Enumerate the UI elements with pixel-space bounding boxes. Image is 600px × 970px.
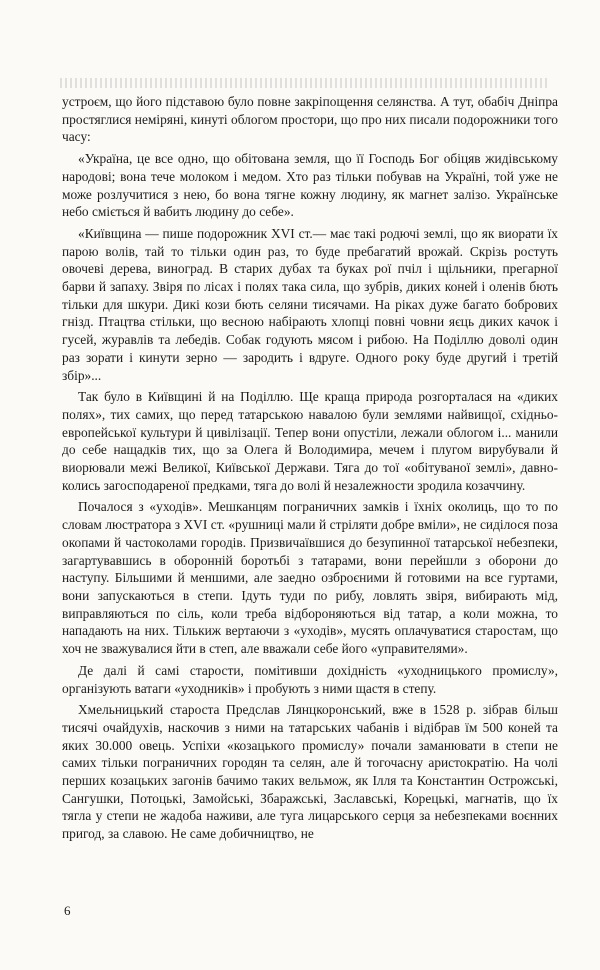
paragraph-quote: «Київщина — пише подорожник XVI ст.— має такі родючі землі, що як виорати їх парою волів, тай то тільки один раз, то буде пребагатий врожай. Скрізь ростуть овочеві дерева, виноград. В старих дубах та буках рої пчіл і щільники, прегарної барви й запаху. Звіря по лісах і полях така сила, що зубрів, диких коней і оленів бють тільки для шкури. Дикі кози бють селяни тисячами. На ріках дуже багато бобрових гнізд. Птацтва стільки, що весною набірають хлопці повні човни яєць диких качок і гусей, журавлів та лебедів. Собак годують мясом і рибою. На Поділлю доволі один раз зорати і кинути зерно — зародить і вдруге. Одного року буде другий і третій збір»... <box>62 225 558 383</box>
paragraph: устроєм, що його підставою було повне закріпощення селянства. А тут, обабіч Дніпра простяглися неміряні, кинуті облогом простори, що про них писали подорожники того часу: <box>62 94 558 145</box>
page-number: 6 <box>64 903 71 918</box>
body-text <box>62 93 558 847</box>
scan-noise <box>60 78 550 88</box>
paragraph: Почалося з «уходів». Мешканцям пограничних замків і їхніх околиць, що то по словам люстратора з XVI ст. «рушниці мали й стріляти добре вміли», не сиділося поза окопами й частоколами городів. Призвичаївшися до безупинної татарської небезпеки, загартувавшись в оборонній боротьбі з татарами, вони перейшли з оборони до наступу. Більшими й меншими, але заедно озброєними й готовими на все гуртами, вони запускаються в степи. Ідуть туди по рибу, ловлять звіря, вибирають мід, виправляються по сіль, коли треба відбороняються від татар, а коли можна, то нападають на них. Тількиж вертаючи з «уходів», мусять оплачуватися старостам, що хоч не зважувалися йти в степ, але вважали себе його «управителями». <box>62 499 558 657</box>
paragraph-quote: «Україна, це все одно, що обітована земля, що її Господь Бог обіцяв жидівському народові; вона тече молоком і медом. Хто раз тільки побував на Україні, той уже не може розлучитися з нею, бо вона тягне кожну людину, як магнет залізо. Українське небо сміється й вабить людину до себе». <box>62 151 558 220</box>
paragraph: Так було в Київщині й на Поділлю. Ще краща природа розгорталася на «диких полях», тих самих, що перед татарською навалою були землями найвищої, східньо-европейської культури й цивілізації. Тепер вони опустіли, лежали облогом і... манили до себе нащадків тих, що за Олега й Володимира, мечем і плугом вирубували й виорювали межі Великої, Київської Держави. Тяга до тої «обітуваної землі», давно-колись загосподареної предками, тяга до волі й незалежности зродила козаччину. <box>62 389 558 493</box>
paragraph: Де далі й самі старости, помітивши дохідність «уходницького промислу», організують ватаги «уходників» і пробують з ними щастя в степу. <box>62 662 558 696</box>
paragraph: Хмельницький староста Предслав Лянцкоронський, вже в 1528 р. зібрав більш тисячі очайдухів, наскочив з ними на татарських чабанів і відібрав їм 500 коней та яких 30.000 овець. Успіхи «козацького промислу» почали заманювати в степи не самих тільки пограничних городян та селян, але й тогочасну аристократію. На чолі перших козацьких загонів бачимо таких вельмож, як Ілля та Константин Острожські, Сангушки, Потоцькі, Замойські, Збаражські, Заславські, Корецькі, магнатів, що їх тягла у степи не жадоба наживи, але туга лицарського серця за небезпеками воєнних пригод, за славою. Не саме добичництво, не <box>62 702 558 842</box>
